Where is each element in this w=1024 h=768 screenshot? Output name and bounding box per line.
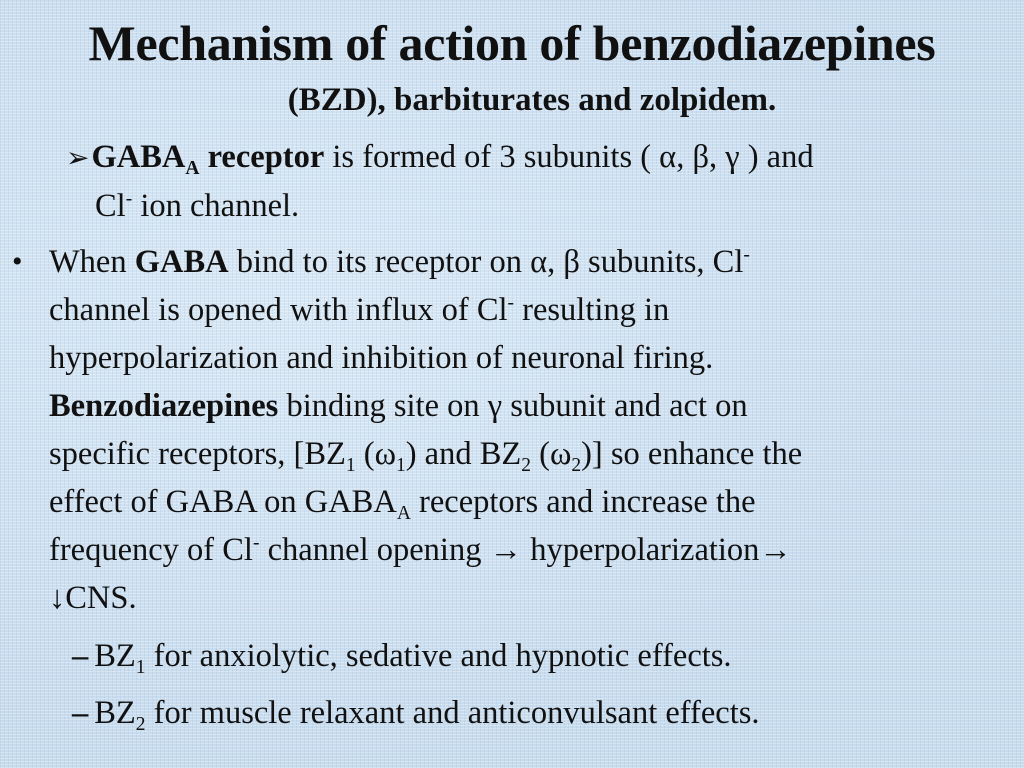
main-item-line-3: hyperpolarization and inhibition of neuronal firing. [49,340,714,376]
main-item-line-7: frequency of Cl- channel opening → hyperpolarization→ [49,532,792,568]
sub-item-bz2: – $BZ_2$ for muscle relaxant and anticonvulsant effects. [72,695,760,735]
arrow-item-line-1: $➢GABA_A$ receptor is formed of 3 subunits ( α, β, γ ) and [66,139,814,179]
dash-bullet-icon: – [72,695,89,731]
main-item-line-8: ↓CNS. [49,580,137,616]
slide-subtitle: (BZD), barbiturates and zolpidem. [287,82,777,118]
gaba-a-term: $GABA_A$ receptor [91,139,325,179]
main-item-line-2: channel is opened with influx of Cl- resulting in [49,292,670,328]
slide-title: Mechanism of action of benzodiazepines [88,15,936,71]
arrow-item-line-2: Cl- ion channel. [95,188,300,224]
round-bullet-icon: • [12,245,23,278]
main-item-line-5: specific receptors, [$BZ_1$ $(\omega_1)$ and $BZ_2$ $(\omega_2)$] so enhance the [49,436,803,476]
sub-item-bz1: – $BZ_1$ for anxiolytic, sedative and hypnotic effects. [72,638,732,678]
arrow-bullet-icon: ➢ [66,143,90,174]
main-item-line-6: effect of GABA on $GABA_A$ receptors and increase the [49,484,756,524]
main-item-line-1: When GABA bind to its receptor on α, β subunits, Cl- [49,244,750,280]
dash-bullet-icon: – [72,638,89,674]
main-item-line-4: Benzodiazepines binding site on γ subunit and act on [49,388,748,424]
